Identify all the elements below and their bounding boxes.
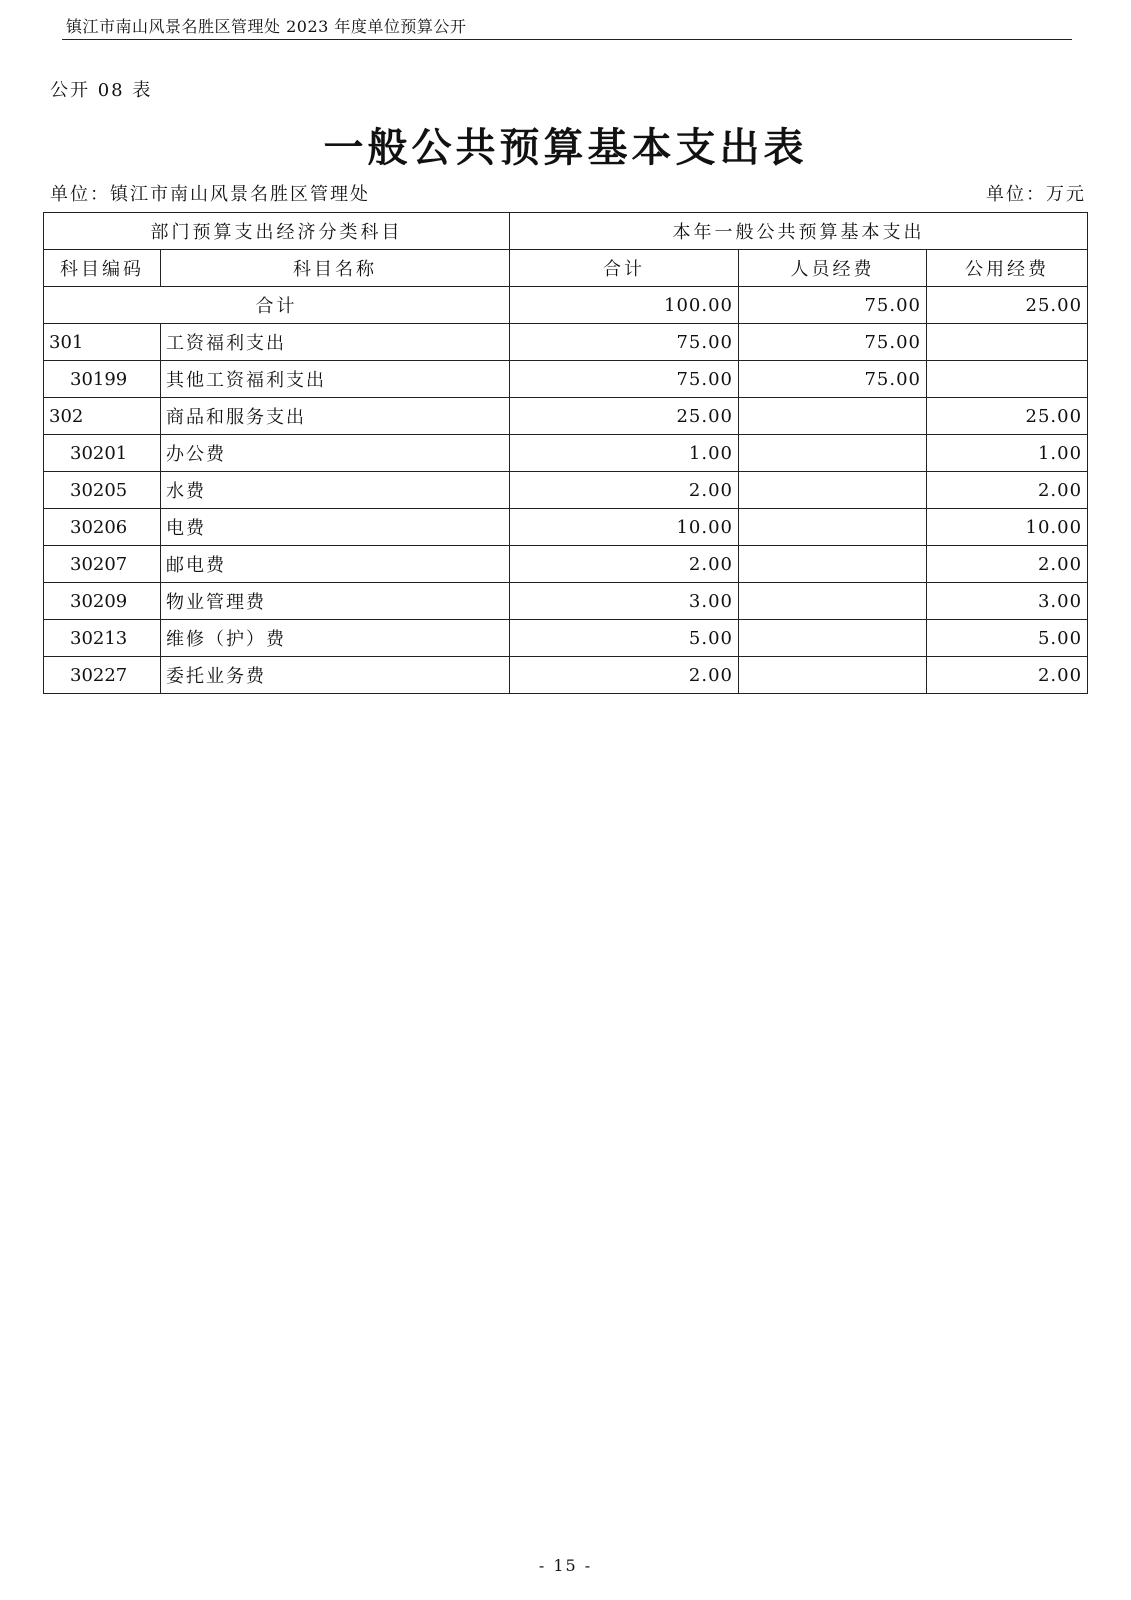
total-cell: 2.00 (510, 472, 739, 509)
column-header-code: 科目编码 (44, 250, 161, 287)
table-total-row (44, 287, 1088, 324)
total-cell: 75.00 (510, 324, 739, 361)
public-cell: 2.00 (927, 546, 1088, 583)
name-cell: 邮电费 (161, 546, 510, 583)
group-header-classification: 部门预算支出经济分类科目 (44, 213, 510, 250)
name-cell: 委托业务费 (161, 657, 510, 694)
unit-organization: 单位：镇江市南山风景名胜区管理处 (50, 184, 370, 205)
total-cell: 5.00 (510, 620, 739, 657)
code-cell: 30201 (44, 435, 161, 472)
code-cell: 301 (44, 324, 161, 361)
name-cell: 水费 (161, 472, 510, 509)
public-cell: 3.00 (927, 583, 1088, 620)
column-header-public: 公用经费 (927, 250, 1088, 287)
name-cell: 商品和服务支出 (161, 398, 510, 435)
total-cell: 2.00 (510, 657, 739, 694)
code-cell: 30209 (44, 583, 161, 620)
table-row (44, 324, 1088, 361)
table-row (44, 546, 1088, 583)
total-cell: 2.00 (510, 546, 739, 583)
total-personnel-cell: 75.00 (739, 287, 927, 324)
personnel-cell (739, 546, 927, 583)
public-cell (927, 324, 1088, 361)
name-cell: 其他工资福利支出 (161, 361, 510, 398)
code-cell: 30213 (44, 620, 161, 657)
code-cell: 30227 (44, 657, 161, 694)
total-cell: 25.00 (510, 398, 739, 435)
table-column-header-row (44, 250, 1088, 287)
personnel-cell (739, 657, 927, 694)
total-cell: 75.00 (510, 361, 739, 398)
public-cell (927, 361, 1088, 398)
public-cell: 25.00 (927, 398, 1088, 435)
column-header-total: 合计 (510, 250, 739, 287)
table-row (44, 361, 1088, 398)
personnel-cell: 75.00 (739, 361, 927, 398)
code-cell: 30207 (44, 546, 161, 583)
table-row (44, 620, 1088, 657)
public-cell: 5.00 (927, 620, 1088, 657)
code-cell: 30206 (44, 509, 161, 546)
public-cell: 1.00 (927, 435, 1088, 472)
group-header-expenditure: 本年一般公共预算基本支出 (510, 213, 1088, 250)
personnel-cell (739, 509, 927, 546)
page-title: 一般公共预算基本支出表 (323, 124, 808, 171)
name-cell: 维修（护）费 (161, 620, 510, 657)
public-cell: 10.00 (927, 509, 1088, 546)
personnel-cell (739, 435, 927, 472)
table-row (44, 472, 1088, 509)
total-public-cell: 25.00 (927, 287, 1088, 324)
total-label: 合计 (44, 287, 510, 324)
code-cell: 302 (44, 398, 161, 435)
name-cell: 物业管理费 (161, 583, 510, 620)
table-row (44, 435, 1088, 472)
header-rule (62, 39, 1072, 40)
column-header-name: 科目名称 (161, 250, 510, 287)
total-cell: 3.00 (510, 583, 739, 620)
table-row (44, 509, 1088, 546)
table-group-header-row (44, 213, 1088, 250)
personnel-cell (739, 472, 927, 509)
table-row (44, 398, 1088, 435)
total-total-cell: 100.00 (510, 287, 739, 324)
public-cell: 2.00 (927, 472, 1088, 509)
unit-currency: 单位：万元 (986, 184, 1086, 205)
name-cell: 电费 (161, 509, 510, 546)
column-header-personnel: 人员经费 (739, 250, 927, 287)
code-cell: 30199 (44, 361, 161, 398)
public-cell: 2.00 (927, 657, 1088, 694)
form-number: 公开 08 表 (50, 80, 153, 101)
name-cell: 办公费 (161, 435, 510, 472)
page-number: - 15 - (538, 1556, 593, 1575)
personnel-cell (739, 583, 927, 620)
name-cell: 工资福利支出 (161, 324, 510, 361)
running-header: 镇江市南山风景名胜区管理处 2023 年度单位预算公开 (66, 17, 467, 36)
personnel-cell (739, 620, 927, 657)
total-cell: 10.00 (510, 509, 739, 546)
table-row (44, 583, 1088, 620)
budget-table (43, 212, 1088, 694)
code-cell: 30205 (44, 472, 161, 509)
personnel-cell: 75.00 (739, 324, 927, 361)
personnel-cell (739, 398, 927, 435)
table-row (44, 657, 1088, 694)
total-cell: 1.00 (510, 435, 739, 472)
